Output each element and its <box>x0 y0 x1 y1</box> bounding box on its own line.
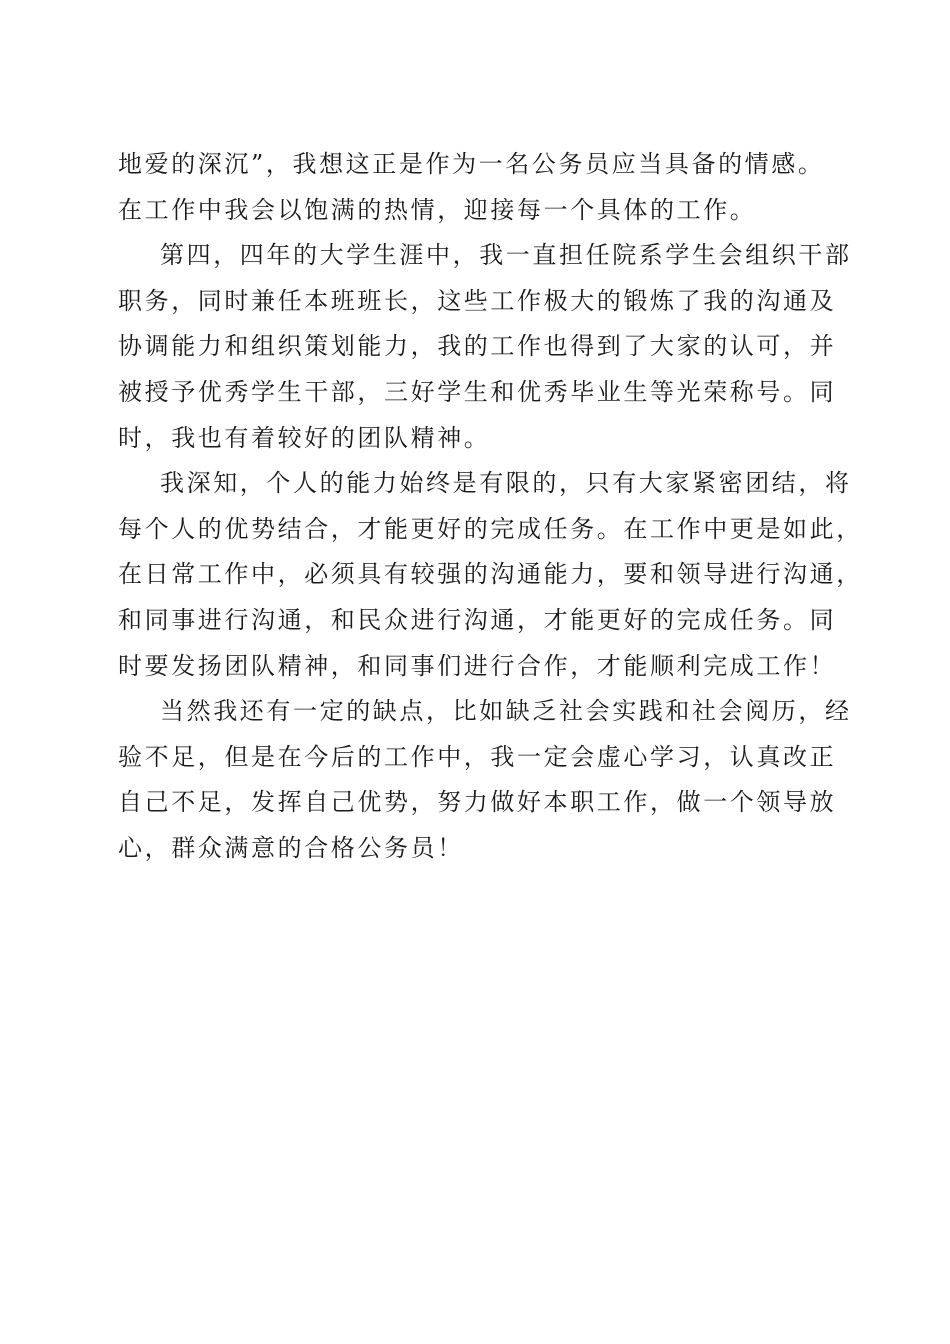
text-line: 地爱的深沉”，我想这正是作为一名公务员应当具备的情感。 <box>118 150 825 178</box>
paragraph-start-line: 第四，四年的大学生涯中，我一直担任院系学生会组织干部 <box>160 241 852 270</box>
text-line: 职务，同时兼任本班班长，这些工作极大的锻炼了我的沟通及 <box>118 286 837 315</box>
text-line: 协调能力和组织策划能力，我的工作也得到了大家的认可，并 <box>118 332 837 361</box>
text-line: 被授予优秀学生干部，三好学生和优秀毕业生等光荣称号。同 <box>118 377 837 406</box>
text-line: 在日常工作中，必须具有较强的沟通能力，要和领导进行沟通， <box>118 560 863 589</box>
text-line: 心，群众满意的合格公务员！ <box>118 833 464 862</box>
text-line: 时，我也有着较好的团队精神。 <box>118 423 491 452</box>
text-line: 时要发扬团队精神，和同事们进行合作，才能顺利完成工作！ <box>118 651 837 680</box>
text-line: 验不足，但是在今后的工作中，我一定会虚心学习，认真改正 <box>118 742 837 771</box>
text-line: 在工作中我会以饱满的热情，迎接每一个具体的工作。 <box>118 195 757 224</box>
paragraph-start-line: 我深知，个人的能力始终是有限的，只有大家紧密团结，将 <box>160 469 852 498</box>
document-body <box>118 142 863 872</box>
text-line: 自己不足，发挥自己优势，努力做好本职工作，做一个领导放 <box>118 788 837 817</box>
text-line: 和同事进行沟通，和民众进行沟通，才能更好的完成任务。同 <box>118 605 837 634</box>
paragraph-start-line: 当然我还有一定的缺点，比如缺乏社会实践和社会阅历，经 <box>160 697 852 726</box>
text-line: 每个人的优势结合，才能更好的完成任务。在工作中更是如此， <box>118 514 863 543</box>
